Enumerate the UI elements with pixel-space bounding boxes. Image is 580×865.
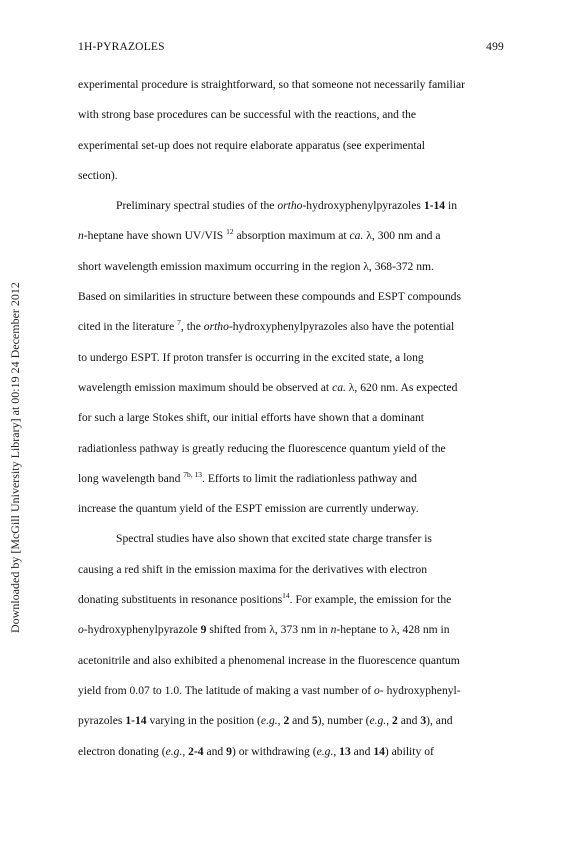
paragraph-start-line: Spectral studies have also shown that excited state charge transfer is (116, 532, 432, 546)
text-line: o-hydroxyphenylpyrazole 9 shifted from λ, 373 nm in n-heptane to λ, 428 nm in (78, 623, 450, 637)
text-line: experimental set-up does not require elaborate apparatus (see experimental (78, 138, 426, 152)
text-line: yield from 0.07 to 1.0. The latitude of making a vast number of o- hydroxyphenyl- (78, 683, 461, 697)
text-line: cited in the literature $^7$, the ortho-hydroxyphenylpyrazoles also have the potential (78, 318, 455, 334)
page-number: 499 (486, 41, 504, 53)
text-line: causing a red shift in the emission maxima for the derivatives with electron (78, 562, 428, 576)
text-line: radiationless pathway is greatly reducing the fluorescence quantum yield of the (78, 441, 446, 455)
text-line: section). (78, 168, 118, 182)
download-stamp: Downloaded by [McGill University Library] at 00:19 24 December 2012 (8, 282, 22, 633)
text-line: short wavelength emission maximum occurring in the region λ, 368-372 nm. (78, 259, 434, 273)
text-line: n-heptane have shown UV/VIS $^{12}$ absorption maximum at ca. λ, 300 nm and a (78, 227, 441, 243)
text-line: electron donating (e.g., 2-4 and 9) or withdrawing (e.g., 13 and 14) ability of (78, 744, 434, 758)
text-line: long wavelength band $^{7b, 13}$. Efforts to limit the radiationless pathway and (78, 469, 417, 485)
text-line: Based on similarities in structure between these compounds and ESPT compounds (78, 290, 461, 304)
text-line: wavelength emission maximum should be observed at ca. λ, 620 nm. As expected (78, 380, 458, 394)
text-line: increase the quantum yield of the ESPT emission are currently underway. (78, 502, 419, 516)
text-line: to undergo ESPT. If proton transfer is occurring in the excited state, a long (78, 350, 424, 364)
text-line: experimental procedure is straightforward, so that someone not necessarily familiar (78, 78, 465, 91)
text-line: with strong base procedures can be successful with the reactions, and the (78, 108, 417, 122)
text-line: acetonitrile and also exhibited a phenomenal increase in the fluorescence quantum (78, 653, 460, 667)
text-line: donating substituents in resonance positions$^{14}$. For example, the emission for the (78, 591, 452, 607)
text-line: for such a large Stokes shift, our initial efforts have shown that a dominant (78, 411, 425, 425)
paragraph-start-line: Preliminary spectral studies of the ortho-hydroxyphenylpyrazoles 1-14 in (116, 199, 458, 213)
body-text (78, 70, 506, 767)
running-title: 1H-PYRAZOLES (78, 41, 165, 53)
text-line: pyrazoles 1-14 varying in the position (e.g., 2 and 5), number (e.g., 2 and 3), and (78, 714, 453, 728)
